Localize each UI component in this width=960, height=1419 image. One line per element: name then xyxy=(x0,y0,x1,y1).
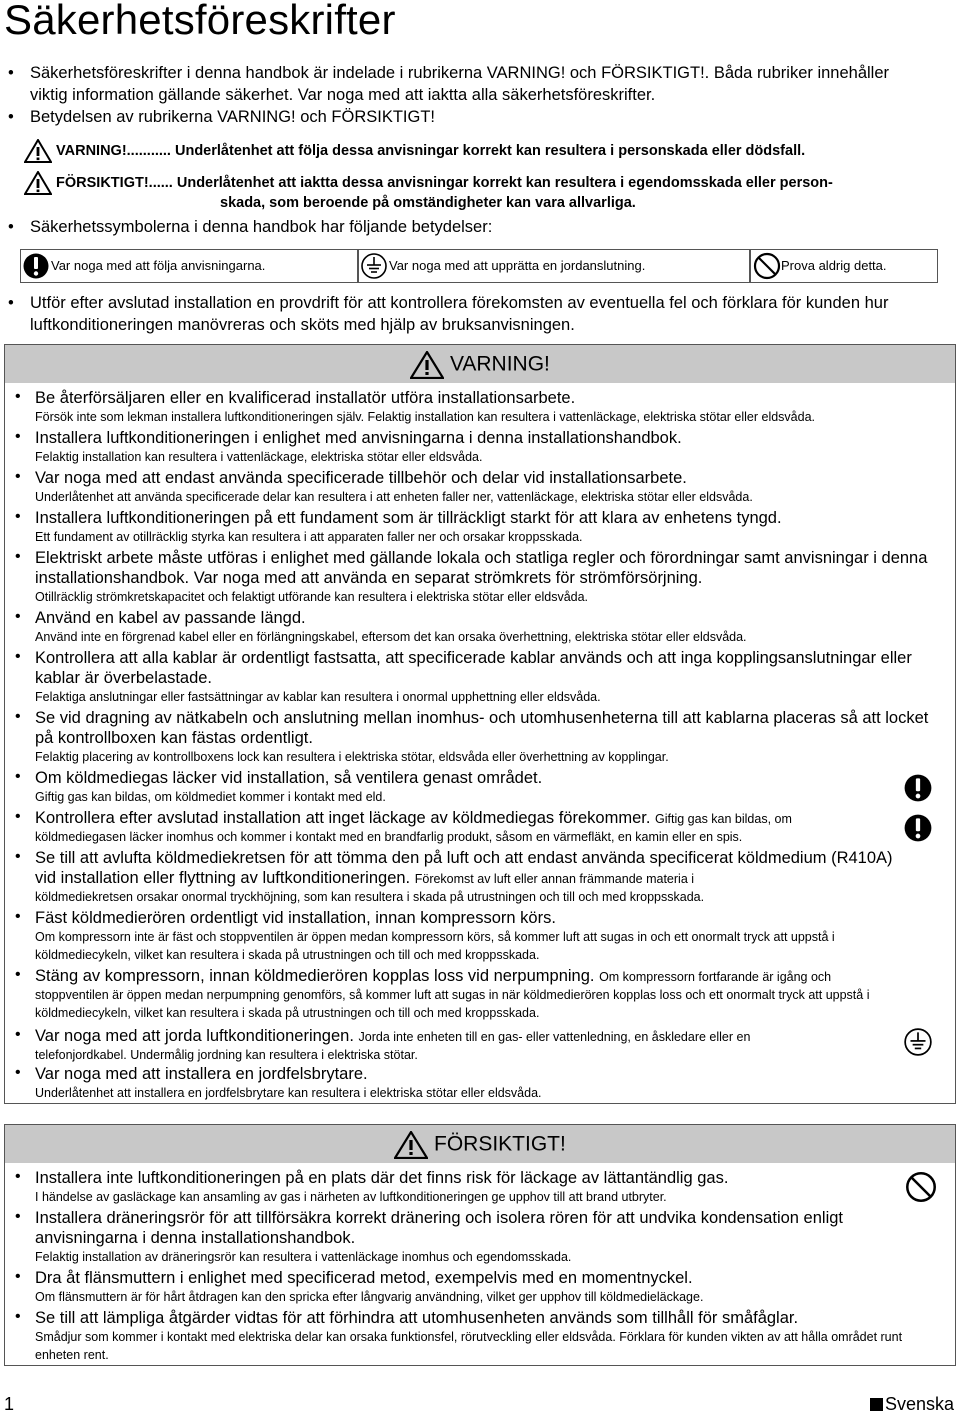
warning-item-6: • Använd en kabel av passande längd. Använd inte en förgrenad kabel eller en förlängningskabel, eftersom det kan orsaka överhettning, elektriska stötar eller eldsvåda. xyxy=(15,608,747,644)
warning-item-12: • Fäst köldmedierören ordentligt vid installation, innan kompressorn körs. Om kompressorn inte är fäst och stoppventilen är öppen medan kompressorn körs, så kommer luft att sugas in och ett onormalt tryck att uppstå i köldmediecykeln, vilket kan resultera i skada på utrustningen och till och med kroppsskada. xyxy=(15,908,835,962)
warning-item-13: • Stäng av kompressorn, innan köldmedierören kopplas loss vid nerpumpning. Om kompressorn fortfarande är igång och stoppventilen är öppen medan nerpumpning genomförs, så kommer luft att sugas in när köldmedierören kopplas loss och ett onormalt tryck att uppstå i köldmediecykeln, vilket kan resultera i skada på utrustningen och till och med kroppsskada. xyxy=(15,966,870,1020)
caution-box-header xyxy=(5,1125,955,1163)
warning-item-3: • Var noga med att endast använda specificerade tillbehör och delar vid installationsarbete. Underlåtenhet att använda specificerade delar kan resultera i att enheten faller ner, vattenläckage, elektriska stötar eller eldsvåda. xyxy=(15,468,753,504)
warning-box-header xyxy=(5,345,955,383)
warning-item-7: • Kontrollera att alla kablar är ordentligt fastsatta, att specificerade kablar används och att inga kopplingsanslutningar eller kablar är överbelastade. Felaktiga anslutningar eller fastsättningar av kablar kan resultera i onormal upphettning eller eldsvåda. xyxy=(15,648,912,704)
ground-icon xyxy=(361,252,387,280)
caution-item-3: • Dra åt flänsmuttern i enlighet med specificerad metod, exempelvis med en momentnyckel. Om flänsmuttern är för hårt åtdragen kan den spricka efter långvarig användning, vilket ger upphov till köldmedieläckage. xyxy=(15,1268,704,1304)
warning-box-title: VARNING! xyxy=(449,352,550,376)
warning-box xyxy=(4,344,956,1104)
warning-item-4: • Installera luftkonditioneringen på ett fundament som är tillräckligt starkt för att klara av enhetens tyngd. Ett fundament av otillräcklig styrka kan resultera i att apparaten faller ner och orsakar kroppsskada. xyxy=(15,508,782,544)
prohibit-icon xyxy=(753,252,781,280)
page-number: 1 xyxy=(4,1394,15,1414)
intro-bullet-2: • Betydelsen av rubrikerna VARNING! och FÖRSIKTIGT! xyxy=(8,108,435,126)
page-title: Säkerhetsföreskrifter xyxy=(4,0,396,43)
warning-definition: VARNING!........... Underlåtenhet att följa dessa anvisningar korrekt kan resultera i personskada eller dödsfall. xyxy=(24,139,944,163)
caution-box-title: FÖRSIKTIGT! xyxy=(434,1132,566,1156)
symbol-exclamation: Var noga med att följa anvisningarna. xyxy=(20,249,358,283)
warning-item-8: • Se vid dragning av nätkabeln och anslutning mellan inomhus- och utomhusenheterna till att kablarna placeras så att locket på kontrollboxen kan fästas ordentligt. Felaktig placering av kontrollboxens lock kan resultera i elektriska stötar, eldsvåda eller överhettning av kopplingar. xyxy=(15,708,929,764)
symbol-ground: Var noga med att upprätta en jordanslutning. xyxy=(358,249,750,283)
exclamation-icon xyxy=(903,773,933,803)
caution-definition-cont: skada, som beroende på omständigheter kan vara allvarliga. xyxy=(220,195,636,211)
caution-item-2: • Installera dräneringsrör för att tillförsäkra korrekt dränering och isolera rören för att undvika kondensation enligt anvisningarna i denna installationshandbok. Felaktig installation av dräneringsrör kan resultera i vattenläckage inomhus och egendomsskada. xyxy=(15,1208,843,1264)
caution-triangle-icon xyxy=(24,171,52,195)
language-label: Svenska xyxy=(870,1394,954,1415)
warning-item-5: • Elektriskt arbete måste utföras i enlighet med gällande lokala och statliga regler och förordningar samt anvisningar i denna installationshandbok. Var noga med att använda en separat strömkrets för strömförsörjning. Otillräcklig strömkretskapacitet och felaktigt utförande kan resultera i elektriska stötar eller eldsvåda. xyxy=(15,548,928,604)
caution-item-4: • Se till att lämpliga åtgärder vidtas för att förhindra att utomhusenheten används som tillhåll för småfåglar. Smådjur som kommer i kontakt med elektriska delar kan orsaka funktionsfel, rörutveckling eller eldsvåda. Förklara för kunden vikten av att hålla området runt enheten rent. xyxy=(15,1308,903,1362)
ground-icon xyxy=(903,1027,933,1057)
warning-item-15: • Var noga med att installera en jordfelsbrytare. Underlåtenhet att installera en jordfelsbrytare kan resultera i elektriska stötar eller eldsvåda. xyxy=(15,1064,542,1100)
warning-triangle-icon xyxy=(410,351,444,379)
warning-triangle-icon xyxy=(24,139,52,163)
prohibit-icon xyxy=(905,1171,937,1203)
warning-item-9: • Om köldmediegas läcker vid installation, så ventilera genast området. Giftig gas kan bildas, om köldmediet kommer i kontakt med eld. xyxy=(15,768,543,804)
warning-item-2: • Installera luftkonditioneringen i enlighet med anvisningarna i denna installationshandbok. Felaktig installation kan resultera i vattenläckage, elektriska stötar eller eldsvåda. xyxy=(15,428,682,464)
warning-item-1: • Be återförsäljaren eller en kvalificerad installatör utföra installationsarbete. Försök inte som lekman installera luftkonditioneringen själv. Felaktig installation kan resultera i vattenläckage, elektriska stötar eller eldsvåda. xyxy=(15,388,816,424)
symbol-legend xyxy=(20,249,938,283)
symbol-prohibit: Prova aldrig detta. xyxy=(750,249,938,283)
square-marker-icon xyxy=(870,1398,883,1411)
warning-item-11: • Se till att avlufta köldmediekretsen för att tömma den på luft och att endast använda specificerat köldmedium (R410A) vid installation eller flyttning av luftkonditioneringen. Förekomst av luft eller annan främmande materia i köldmediekretsen orsakar onormal tryckhöjning, som kan resultera i skada på utrustningen och till och med kroppsskada. xyxy=(15,848,893,904)
exclamation-icon xyxy=(903,813,933,843)
caution-triangle-icon xyxy=(394,1131,428,1159)
caution-definition: FÖRSIKTIGT!...... Underlåtenhet att iaktta dessa anvisningar korrekt kan resultera i egendomsskada eller person- xyxy=(24,171,944,195)
intro-bullet-1: • Säkerhetsföreskrifter i denna handbok är indelade i rubrikerna VARNING! och FÖRSIKTIGT!. Båda rubriker innehåller viktig information gällande säkerhet. Var noga med att iaktta alla säkerhetsföreskrifter. xyxy=(8,64,890,104)
intro-bullet-3: • Säkerhetssymbolerna i denna handbok har följande betydelser: xyxy=(8,218,493,236)
warning-item-10: • Kontrollera efter avslutad installation att inget läckage av köldmediegas förekommer. Giftig gas kan bildas, om köldmediegasen läcker inomhus och kommer i kontakt med en brandfarlig produkt, såsom en värmefläkt, en kamin eller en spis. xyxy=(15,808,792,844)
exclamation-icon xyxy=(23,252,49,280)
caution-item-1: • Installera inte luftkonditioneringen på en plats där det finns risk för läckage av lättantändlig gas. I händelse av gasläckage kan ansamling av gas i närheten av luftkonditioneringen ge upphov till att brand utbryter. xyxy=(15,1168,729,1204)
caution-box xyxy=(4,1124,956,1366)
warning-item-14: • Var noga med att jorda luftkonditioneringen. Jorda inte enheten till en gas- eller vattenledning, en åskledare eller en telefonjordkabel. Undermålig jordning kan resultera i elektriska stötar. xyxy=(15,1026,751,1062)
intro-bullet-4: • Utför efter avslutad installation en provdrift för att kontrollera förekomsten av eventuella fel och förklara för kunden hur luftkonditioneringen manövreras och sköts med hjälp av bruksanvisningen. xyxy=(8,294,889,334)
